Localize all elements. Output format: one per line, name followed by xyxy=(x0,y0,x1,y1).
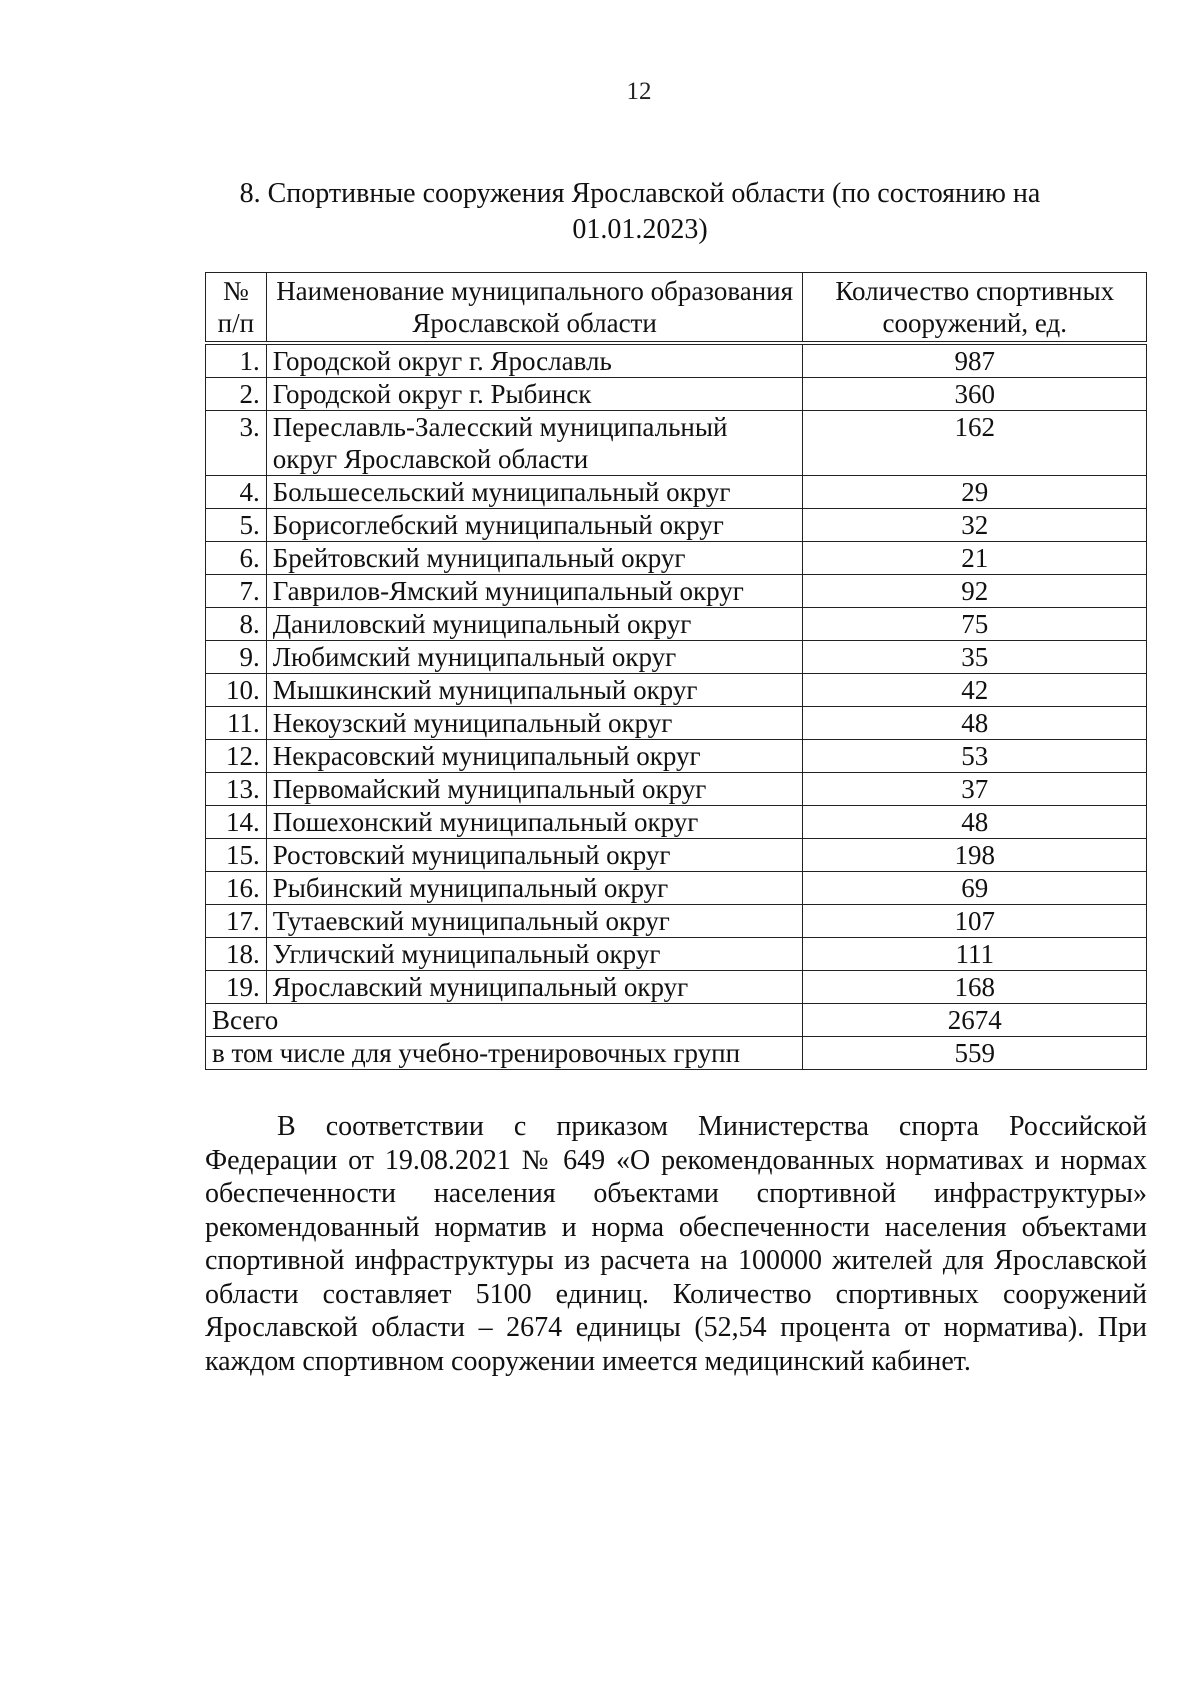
row-facility-count: 37 xyxy=(803,773,1147,806)
header-num: № п/п xyxy=(206,273,267,344)
row-facility-count: 92 xyxy=(803,575,1147,608)
row-number: 14. xyxy=(206,806,267,839)
row-municipality-name: Первомайский муниципальный округ xyxy=(266,773,803,806)
row-number: 19. xyxy=(206,971,267,1004)
row-municipality-name: Некоузский муниципальный округ xyxy=(266,707,803,740)
row-number: 13. xyxy=(206,773,267,806)
table-row xyxy=(206,575,1147,608)
row-number: 7. xyxy=(206,575,267,608)
row-number: 6. xyxy=(206,542,267,575)
row-number: 5. xyxy=(206,509,267,542)
row-municipality-name: Угличский муниципальный округ xyxy=(266,938,803,971)
page-number: 12 xyxy=(626,78,652,105)
row-municipality-name: Ростовский муниципальный округ xyxy=(266,839,803,872)
row-number: 12. xyxy=(206,740,267,773)
table-header-row xyxy=(206,273,1147,344)
row-facility-count: 48 xyxy=(803,707,1147,740)
row-number: 1. xyxy=(206,343,267,378)
subtotal-row-value: 559 xyxy=(803,1037,1147,1070)
row-municipality-name: Переславль-Залесский муниципальный округ Ярославской области xyxy=(266,411,803,476)
row-municipality-name: Рыбинский муниципальный округ xyxy=(266,872,803,905)
table-row xyxy=(206,740,1147,773)
total-row xyxy=(206,1004,1147,1037)
row-facility-count: 107 xyxy=(803,905,1147,938)
table-row xyxy=(206,509,1147,542)
table-row xyxy=(206,476,1147,509)
row-number: 11. xyxy=(206,707,267,740)
section-title: 8. Спортивные сооружения Ярославской области (по состоянию на 01.01.2023) xyxy=(239,178,1041,245)
row-number: 10. xyxy=(206,674,267,707)
row-municipality-name: Брейтовский муниципальный округ xyxy=(266,542,803,575)
row-facility-count: 168 xyxy=(803,971,1147,1004)
row-municipality-name: Большесельский муниципальный округ xyxy=(266,476,803,509)
table-row xyxy=(206,707,1147,740)
row-facility-count: 987 xyxy=(803,343,1147,378)
row-number: 8. xyxy=(206,608,267,641)
sports-facilities-table xyxy=(205,272,1147,1070)
row-municipality-name: Даниловский муниципальный округ xyxy=(266,608,803,641)
row-number: 16. xyxy=(206,872,267,905)
table-row xyxy=(206,773,1147,806)
total-row-value: 2674 xyxy=(803,1004,1147,1037)
table-body xyxy=(206,343,1147,1070)
header-name: Наименование муниципального образования Ярославской области xyxy=(266,273,803,344)
row-facility-count: 32 xyxy=(803,509,1147,542)
table-row xyxy=(206,343,1147,378)
row-municipality-name: Мышкинский муниципальный округ xyxy=(266,674,803,707)
row-facility-count: 111 xyxy=(803,938,1147,971)
table-row xyxy=(206,608,1147,641)
table-row xyxy=(206,905,1147,938)
table-row xyxy=(206,872,1147,905)
row-facility-count: 42 xyxy=(803,674,1147,707)
row-municipality-name: Ярославский муниципальный округ xyxy=(266,971,803,1004)
row-facility-count: 162 xyxy=(803,411,1147,476)
table-row xyxy=(206,971,1147,1004)
table-row xyxy=(206,839,1147,872)
row-facility-count: 35 xyxy=(803,641,1147,674)
row-municipality-name: Гаврилов-Ямский муниципальный округ xyxy=(266,575,803,608)
subtotal-row-label: в том числе для учебно-тренировочных групп xyxy=(206,1037,803,1070)
row-number: 9. xyxy=(206,641,267,674)
row-facility-count: 53 xyxy=(803,740,1147,773)
row-facility-count: 75 xyxy=(803,608,1147,641)
row-number: 3. xyxy=(206,411,267,476)
row-municipality-name: Борисоглебский муниципальный округ xyxy=(266,509,803,542)
total-row-label: Всего xyxy=(206,1004,803,1037)
body-paragraph: В соответствии с приказом Министерства спорта Российской Федерации от 19.08.2021 № 649 «О рекомендованных нормативах и нормах обеспеченности населения объектами спортивной инфраструктуры» рекомендованный норматив и норма обеспеченности населения объектами спортивной инфраструктуры из расчета на 100000 жителей для Ярославской области составляет 5100 единиц. Количество спортивных сооружений Ярославской области – 2674 единицы (52,54 процента от норматива). При каждом спортивном сооружении имеется медицинский кабинет. xyxy=(205,1111,1147,1377)
subtotal-row xyxy=(206,1037,1147,1070)
row-number: 2. xyxy=(206,378,267,411)
row-municipality-name: Городской округ г. Ярославль xyxy=(266,343,803,378)
row-facility-count: 48 xyxy=(803,806,1147,839)
table-row xyxy=(206,378,1147,411)
row-facility-count: 69 xyxy=(803,872,1147,905)
table-row xyxy=(206,806,1147,839)
row-number: 18. xyxy=(206,938,267,971)
row-number: 17. xyxy=(206,905,267,938)
row-municipality-name: Тутаевский муниципальный округ xyxy=(266,905,803,938)
row-number: 4. xyxy=(206,476,267,509)
row-number: 15. xyxy=(206,839,267,872)
header-value: Количество спортивных сооружений, ед. xyxy=(803,273,1147,344)
table-row xyxy=(206,542,1147,575)
row-facility-count: 198 xyxy=(803,839,1147,872)
table-row xyxy=(206,641,1147,674)
row-facility-count: 21 xyxy=(803,542,1147,575)
row-municipality-name: Пошехонский муниципальный округ xyxy=(266,806,803,839)
table-row xyxy=(206,938,1147,971)
table-row xyxy=(206,411,1147,476)
row-municipality-name: Любимский муниципальный округ xyxy=(266,641,803,674)
row-municipality-name: Некрасовский муниципальный округ xyxy=(266,740,803,773)
table-row xyxy=(206,674,1147,707)
row-facility-count: 29 xyxy=(803,476,1147,509)
row-facility-count: 360 xyxy=(803,378,1147,411)
row-municipality-name: Городской округ г. Рыбинск xyxy=(266,378,803,411)
